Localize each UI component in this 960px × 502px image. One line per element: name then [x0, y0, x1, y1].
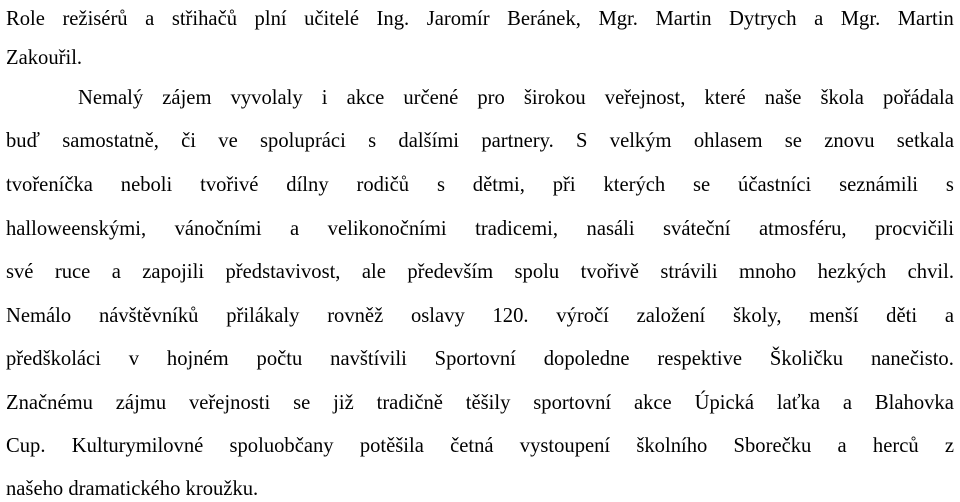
word: Mgr.	[840, 8, 881, 30]
word: již	[333, 392, 354, 414]
word: Martin	[655, 8, 712, 30]
word: předškoláci	[6, 348, 101, 370]
word: Role	[6, 8, 45, 30]
text-line	[78, 85, 954, 111]
word: těšily	[465, 392, 511, 414]
word: výročí	[556, 305, 609, 327]
word: naše	[764, 87, 802, 109]
word: či	[181, 130, 197, 152]
word: učitelé	[304, 8, 360, 30]
word: herců	[872, 435, 919, 457]
word: partnery.	[481, 130, 554, 152]
word: s	[945, 174, 954, 196]
word: procvičili	[875, 218, 954, 240]
word: mnoho	[738, 261, 797, 283]
word: pro	[477, 87, 505, 109]
word: zájem	[162, 87, 212, 109]
word: chvil.	[907, 261, 954, 283]
word: Nemalý	[78, 87, 144, 109]
word: ohlasem	[693, 130, 763, 152]
word: při	[552, 174, 576, 196]
word: ruce	[54, 261, 91, 283]
word: velikonočními	[327, 218, 447, 240]
word: potěšila	[359, 435, 424, 457]
word: střihačů	[171, 8, 238, 30]
word: i	[321, 87, 328, 109]
word: hojném	[166, 348, 229, 370]
word: tradičně	[376, 392, 443, 414]
text-line	[6, 216, 954, 242]
text-line	[6, 6, 954, 32]
word: dopoledne	[543, 348, 630, 370]
word: vánočními	[174, 218, 262, 240]
word: spolupráci	[260, 130, 346, 152]
word: tradicemi,	[475, 218, 559, 240]
word: dílny	[286, 174, 329, 196]
word: Martin	[897, 8, 954, 30]
word: ale	[361, 261, 386, 283]
text-line	[6, 128, 954, 154]
word: dětmi,	[472, 174, 525, 196]
word: zájmu	[115, 392, 167, 414]
word: návštěvníků	[98, 305, 199, 327]
word: se	[693, 174, 711, 196]
word: z	[944, 435, 954, 457]
word: atmosféru,	[759, 218, 847, 240]
word: sváteční	[663, 218, 731, 240]
word: laťka	[776, 392, 821, 414]
word: rodičů	[356, 174, 410, 196]
text-line: našeho dramatického kroužku.	[6, 478, 259, 500]
word: sportovní	[533, 392, 612, 414]
word: veřejnost,	[604, 87, 686, 109]
word: četná	[450, 435, 494, 457]
word: Jaromír	[426, 8, 490, 30]
word: Mgr.	[598, 8, 638, 30]
word: se	[293, 392, 311, 414]
word: počtu	[256, 348, 303, 370]
word: ve	[218, 130, 238, 152]
word: a	[944, 305, 954, 327]
word: Beránek,	[507, 8, 581, 30]
word: v	[128, 348, 140, 370]
word: Ing.	[376, 8, 410, 30]
word: s	[368, 130, 377, 152]
word: veřejnosti	[189, 392, 271, 414]
word: a	[145, 8, 155, 30]
word: představivost,	[225, 261, 341, 283]
word: a	[111, 261, 121, 283]
word: s	[436, 174, 445, 196]
word: Školičku	[769, 348, 844, 370]
word: které	[704, 87, 746, 109]
word: setkala	[896, 130, 954, 152]
word: akce	[633, 392, 672, 414]
word: hezkých	[817, 261, 887, 283]
word: režisérů	[62, 8, 128, 30]
word: velkým	[609, 130, 672, 152]
word: školy,	[733, 305, 782, 327]
word: školního	[636, 435, 708, 457]
word: spoluobčany	[229, 435, 334, 457]
word: zapojili	[142, 261, 205, 283]
text-line	[6, 303, 954, 329]
text-line	[6, 346, 954, 372]
word: znovu	[824, 130, 875, 152]
word: založení	[636, 305, 706, 327]
word: děti	[886, 305, 918, 327]
word: S	[576, 130, 588, 152]
word: samostatně,	[62, 130, 159, 152]
word: přilákaly	[226, 305, 300, 327]
word: nanečisto.	[870, 348, 954, 370]
word: tvořivě	[580, 261, 639, 283]
word: spolu	[514, 261, 560, 283]
word: buď	[6, 130, 40, 152]
word: především	[407, 261, 494, 283]
text-line	[6, 390, 954, 416]
word: a	[814, 8, 824, 30]
word: se	[784, 130, 802, 152]
word: pořádala	[883, 87, 954, 109]
word: Sborečku	[733, 435, 812, 457]
word: dalšími	[398, 130, 460, 152]
word: kterých	[603, 174, 666, 196]
word: a	[837, 435, 847, 457]
word: 120.	[492, 305, 529, 327]
text-line	[6, 172, 954, 198]
word: určené	[403, 87, 459, 109]
word: seznámili	[839, 174, 919, 196]
word: tvořivé	[200, 174, 259, 196]
word: Nemálo	[6, 305, 72, 327]
word: plní	[254, 8, 287, 30]
word: akce	[346, 87, 385, 109]
word: škola	[820, 87, 864, 109]
word: rovněž	[327, 305, 384, 327]
word: Sportovní	[434, 348, 516, 370]
text-line	[6, 259, 954, 285]
word: tvořeníčka	[6, 174, 93, 196]
word: Kulturymilovné	[71, 435, 204, 457]
word: vyvolaly	[230, 87, 303, 109]
word: Cup.	[6, 435, 46, 457]
word: neboli	[120, 174, 173, 196]
word: menší	[809, 305, 859, 327]
word: vystoupení	[519, 435, 611, 457]
text-line: Zakouřil.	[6, 47, 83, 69]
word: halloweenskými,	[6, 218, 147, 240]
word: oslavy	[410, 305, 465, 327]
word: a	[290, 218, 300, 240]
word: Úpická	[694, 392, 755, 414]
word: své	[6, 261, 34, 283]
word: navštívili	[330, 348, 407, 370]
word: účastníci	[738, 174, 812, 196]
text-line	[6, 433, 954, 459]
word: Značnému	[6, 392, 93, 414]
word: respektive	[657, 348, 743, 370]
word: a	[842, 392, 853, 414]
word: Blahovka	[874, 392, 954, 414]
word: strávili	[660, 261, 718, 283]
word: nasáli	[586, 218, 635, 240]
word: širokou	[523, 87, 586, 109]
word: Dytrych	[729, 8, 797, 30]
